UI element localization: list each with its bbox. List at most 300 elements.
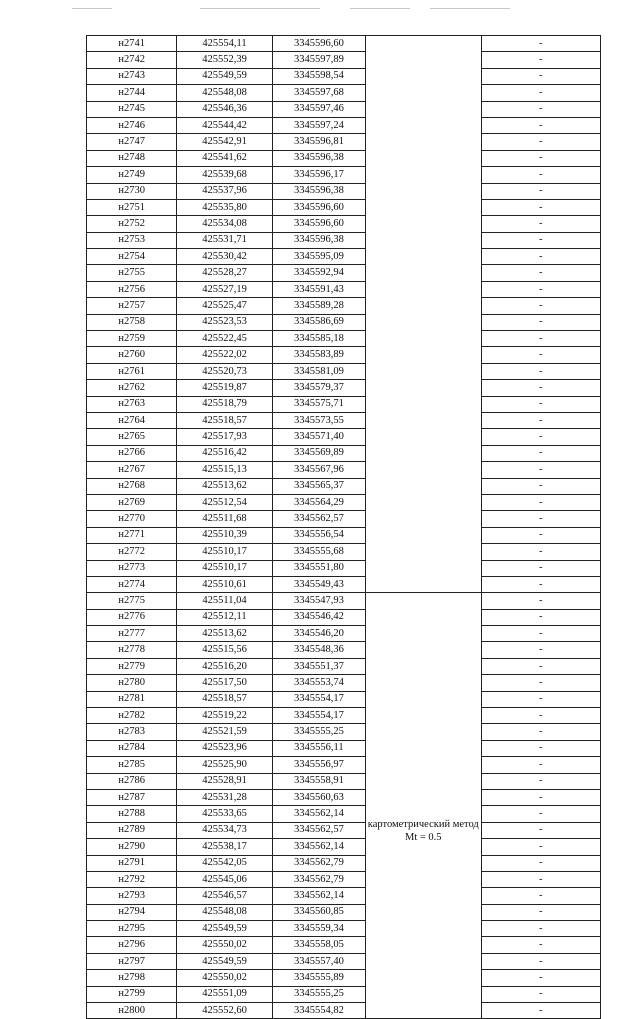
description-cell: -: [481, 871, 601, 887]
y-coordinate-cell: 3345596,38: [272, 150, 365, 166]
point-id-cell: н2780: [87, 675, 177, 691]
point-id-cell: н2773: [87, 560, 177, 576]
point-id-cell: н2797: [87, 953, 177, 969]
x-coordinate-cell: 425516,42: [177, 445, 272, 461]
table-row: [87, 101, 601, 117]
x-coordinate-cell: 425517,50: [177, 675, 272, 691]
y-coordinate-cell: 3345571,40: [272, 429, 365, 445]
x-coordinate-cell: 425527,19: [177, 281, 272, 297]
x-coordinate-cell: 425549,59: [177, 921, 272, 937]
y-coordinate-cell: 3345562,14: [272, 806, 365, 822]
y-coordinate-cell: 3345596,81: [272, 134, 365, 150]
y-coordinate-cell: 3345547,93: [272, 593, 365, 609]
description-cell: -: [481, 347, 601, 363]
y-coordinate-cell: 3345596,38: [272, 183, 365, 199]
point-id-cell: н2767: [87, 462, 177, 478]
description-cell: -: [481, 888, 601, 904]
table-row: [87, 560, 601, 576]
x-coordinate-cell: 425525,90: [177, 757, 272, 773]
table-row: [87, 445, 601, 461]
y-coordinate-cell: 3345596,60: [272, 36, 365, 52]
table-row: [87, 347, 601, 363]
point-id-cell: н2743: [87, 68, 177, 84]
point-id-cell: н2796: [87, 937, 177, 953]
description-cell: -: [481, 412, 601, 428]
y-coordinate-cell: 3345586,69: [272, 314, 365, 330]
x-coordinate-cell: 425521,59: [177, 724, 272, 740]
point-id-cell: н2746: [87, 117, 177, 133]
description-cell: -: [481, 314, 601, 330]
table-row: [87, 199, 601, 215]
table-row: [87, 265, 601, 281]
table-row: [87, 789, 601, 805]
y-coordinate-cell: 3345589,28: [272, 298, 365, 314]
description-cell: -: [481, 904, 601, 920]
description-cell: -: [481, 757, 601, 773]
table-row: [87, 691, 601, 707]
y-coordinate-cell: 3345562,14: [272, 888, 365, 904]
y-coordinate-cell: 3345596,60: [272, 216, 365, 232]
table-row: [87, 593, 601, 609]
x-coordinate-cell: 425510,39: [177, 527, 272, 543]
point-id-cell: н2777: [87, 626, 177, 642]
table-row: [87, 85, 601, 101]
y-coordinate-cell: 3345557,40: [272, 953, 365, 969]
description-cell: -: [481, 462, 601, 478]
point-id-cell: н2790: [87, 839, 177, 855]
y-coordinate-cell: 3345597,24: [272, 117, 365, 133]
description-cell: -: [481, 806, 601, 822]
table-row: [87, 806, 601, 822]
table-row: [87, 544, 601, 560]
table-row: [87, 773, 601, 789]
table-row: [87, 380, 601, 396]
x-coordinate-cell: 425549,59: [177, 68, 272, 84]
y-coordinate-cell: 3345562,14: [272, 839, 365, 855]
y-coordinate-cell: 3345554,17: [272, 708, 365, 724]
point-id-cell: н2785: [87, 757, 177, 773]
y-coordinate-cell: 3345562,79: [272, 871, 365, 887]
point-id-cell: н2745: [87, 101, 177, 117]
point-id-cell: н2742: [87, 52, 177, 68]
point-id-cell: н2787: [87, 789, 177, 805]
table-row: [87, 527, 601, 543]
point-id-cell: н2772: [87, 544, 177, 560]
x-coordinate-cell: 425545,06: [177, 871, 272, 887]
x-coordinate-cell: 425512,11: [177, 609, 272, 625]
description-cell: -: [481, 560, 601, 576]
table-row: [87, 134, 601, 150]
coordinates-table-sheet: [86, 35, 601, 1019]
x-coordinate-cell: 425539,68: [177, 167, 272, 183]
y-coordinate-cell: 3345554,17: [272, 691, 365, 707]
point-id-cell: н2760: [87, 347, 177, 363]
description-cell: -: [481, 937, 601, 953]
y-coordinate-cell: 3345556,11: [272, 740, 365, 756]
point-id-cell: н2782: [87, 708, 177, 724]
point-id-cell: н2754: [87, 249, 177, 265]
x-coordinate-cell: 425541,62: [177, 150, 272, 166]
x-coordinate-cell: 425523,53: [177, 314, 272, 330]
y-coordinate-cell: 3345595,09: [272, 249, 365, 265]
description-cell: -: [481, 331, 601, 347]
point-id-cell: н2758: [87, 314, 177, 330]
table-row: [87, 429, 601, 445]
table-row: [87, 117, 601, 133]
table-row: [87, 298, 601, 314]
point-id-cell: н2744: [87, 85, 177, 101]
point-id-cell: н2766: [87, 445, 177, 461]
y-coordinate-cell: 3345562,79: [272, 855, 365, 871]
table-row: [87, 855, 601, 871]
point-id-cell: н2751: [87, 199, 177, 215]
description-cell: -: [481, 445, 601, 461]
y-coordinate-cell: 3345555,89: [272, 970, 365, 986]
point-id-cell: н2756: [87, 281, 177, 297]
y-coordinate-cell: 3345597,68: [272, 85, 365, 101]
point-id-cell: н2774: [87, 576, 177, 592]
x-coordinate-cell: 425517,93: [177, 429, 272, 445]
table-row: [87, 970, 601, 986]
table-row: [87, 249, 601, 265]
x-coordinate-cell: 425552,39: [177, 52, 272, 68]
table-row: [87, 232, 601, 248]
point-id-cell: н2730: [87, 183, 177, 199]
x-coordinate-cell: 425518,57: [177, 412, 272, 428]
y-coordinate-cell: 3345597,89: [272, 52, 365, 68]
y-coordinate-cell: 3345556,97: [272, 757, 365, 773]
x-coordinate-cell: 425544,42: [177, 117, 272, 133]
x-coordinate-cell: 425531,71: [177, 232, 272, 248]
table-row: [87, 626, 601, 642]
y-coordinate-cell: 3345555,68: [272, 544, 365, 560]
y-coordinate-cell: 3345569,89: [272, 445, 365, 461]
point-id-cell: н2799: [87, 986, 177, 1002]
x-coordinate-cell: 425546,57: [177, 888, 272, 904]
point-id-cell: н2800: [87, 1003, 177, 1019]
description-cell: -: [481, 134, 601, 150]
x-coordinate-cell: 425515,13: [177, 462, 272, 478]
x-coordinate-cell: 425534,73: [177, 822, 272, 838]
table-row: [87, 462, 601, 478]
table-row: [87, 1003, 601, 1019]
point-id-cell: н2775: [87, 593, 177, 609]
y-coordinate-cell: 3345596,17: [272, 167, 365, 183]
point-id-cell: н2753: [87, 232, 177, 248]
description-cell: -: [481, 773, 601, 789]
y-coordinate-cell: 3345591,43: [272, 281, 365, 297]
description-cell: -: [481, 986, 601, 1002]
point-id-cell: н2769: [87, 494, 177, 510]
point-id-cell: н2761: [87, 363, 177, 379]
y-coordinate-cell: 3345564,29: [272, 494, 365, 510]
table-row: [87, 216, 601, 232]
table-row: [87, 68, 601, 84]
method-cell: картометрический метод Mt = 0.5: [366, 593, 481, 1019]
x-coordinate-cell: 425515,56: [177, 642, 272, 658]
x-coordinate-cell: 425512,54: [177, 494, 272, 510]
description-cell: -: [481, 527, 601, 543]
x-coordinate-cell: 425554,11: [177, 36, 272, 52]
table-row: [87, 511, 601, 527]
y-coordinate-cell: 3345551,80: [272, 560, 365, 576]
x-coordinate-cell: 425510,61: [177, 576, 272, 592]
point-id-cell: н2770: [87, 511, 177, 527]
description-cell: -: [481, 921, 601, 937]
description-cell: -: [481, 52, 601, 68]
y-coordinate-cell: 3345598,54: [272, 68, 365, 84]
description-cell: -: [481, 85, 601, 101]
table-row: [87, 331, 601, 347]
description-cell: -: [481, 117, 601, 133]
y-coordinate-cell: 3345581,09: [272, 363, 365, 379]
y-coordinate-cell: 3345551,37: [272, 658, 365, 674]
x-coordinate-cell: 425533,65: [177, 806, 272, 822]
table-row: [87, 478, 601, 494]
description-cell: -: [481, 740, 601, 756]
description-cell: -: [481, 363, 601, 379]
table-row: [87, 183, 601, 199]
x-coordinate-cell: 425548,08: [177, 904, 272, 920]
description-cell: -: [481, 298, 601, 314]
x-coordinate-cell: 425511,04: [177, 593, 272, 609]
point-id-cell: н2759: [87, 331, 177, 347]
point-id-cell: н2794: [87, 904, 177, 920]
description-cell: -: [481, 576, 601, 592]
description-cell: -: [481, 511, 601, 527]
point-id-cell: н2752: [87, 216, 177, 232]
point-id-cell: н2786: [87, 773, 177, 789]
y-coordinate-cell: 3345555,25: [272, 724, 365, 740]
table-row: [87, 757, 601, 773]
x-coordinate-cell: 425550,02: [177, 970, 272, 986]
point-id-cell: н2798: [87, 970, 177, 986]
table-row: [87, 953, 601, 969]
description-cell: -: [481, 544, 601, 560]
description-cell: -: [481, 199, 601, 215]
table-row: [87, 52, 601, 68]
table-row: [87, 363, 601, 379]
description-cell: -: [481, 593, 601, 609]
point-id-cell: н2781: [87, 691, 177, 707]
description-cell: -: [481, 724, 601, 740]
table-row: [87, 576, 601, 592]
x-coordinate-cell: 425522,45: [177, 331, 272, 347]
y-coordinate-cell: 3345596,60: [272, 199, 365, 215]
description-cell: -: [481, 167, 601, 183]
description-cell: -: [481, 839, 601, 855]
x-coordinate-cell: 425549,59: [177, 953, 272, 969]
x-coordinate-cell: 425552,60: [177, 1003, 272, 1019]
point-id-cell: н2795: [87, 921, 177, 937]
y-coordinate-cell: 3345567,96: [272, 462, 365, 478]
y-coordinate-cell: 3345583,89: [272, 347, 365, 363]
description-cell: -: [481, 855, 601, 871]
x-coordinate-cell: 425522,02: [177, 347, 272, 363]
x-coordinate-cell: 425551,09: [177, 986, 272, 1002]
description-cell: -: [481, 249, 601, 265]
table-row: [87, 708, 601, 724]
x-coordinate-cell: 425519,22: [177, 708, 272, 724]
point-id-cell: н2784: [87, 740, 177, 756]
y-coordinate-cell: 3345548,36: [272, 642, 365, 658]
point-id-cell: н2757: [87, 298, 177, 314]
x-coordinate-cell: 425534,08: [177, 216, 272, 232]
x-coordinate-cell: 425518,57: [177, 691, 272, 707]
table-row: [87, 314, 601, 330]
table-row: [87, 494, 601, 510]
x-coordinate-cell: 425530,42: [177, 249, 272, 265]
x-coordinate-cell: 425528,91: [177, 773, 272, 789]
table-row: [87, 921, 601, 937]
y-coordinate-cell: 3345558,05: [272, 937, 365, 953]
x-coordinate-cell: 425513,62: [177, 478, 272, 494]
x-coordinate-cell: 425537,96: [177, 183, 272, 199]
point-id-cell: н2792: [87, 871, 177, 887]
table-row: [87, 740, 601, 756]
point-id-cell: н2778: [87, 642, 177, 658]
scan-header-marks: [0, 8, 640, 12]
y-coordinate-cell: 3345565,37: [272, 478, 365, 494]
table-row: [87, 871, 601, 887]
table-row: [87, 822, 601, 838]
x-coordinate-cell: 425548,08: [177, 85, 272, 101]
point-id-cell: н2764: [87, 412, 177, 428]
y-coordinate-cell: 3345597,46: [272, 101, 365, 117]
y-coordinate-cell: 3345579,37: [272, 380, 365, 396]
table-row: [87, 839, 601, 855]
table-row: [87, 396, 601, 412]
description-cell: -: [481, 626, 601, 642]
y-coordinate-cell: 3345558,91: [272, 773, 365, 789]
point-id-cell: н2768: [87, 478, 177, 494]
x-coordinate-cell: 425519,87: [177, 380, 272, 396]
table-row: [87, 609, 601, 625]
description-cell: -: [481, 970, 601, 986]
point-id-cell: н2783: [87, 724, 177, 740]
description-cell: -: [481, 216, 601, 232]
description-cell: -: [481, 36, 601, 52]
point-id-cell: н2765: [87, 429, 177, 445]
table-row: [87, 986, 601, 1002]
description-cell: -: [481, 478, 601, 494]
table-row: [87, 167, 601, 183]
x-coordinate-cell: 425513,62: [177, 626, 272, 642]
x-coordinate-cell: 425511,68: [177, 511, 272, 527]
table-row: [87, 888, 601, 904]
y-coordinate-cell: 3345575,71: [272, 396, 365, 412]
x-coordinate-cell: 425510,17: [177, 560, 272, 576]
description-cell: -: [481, 101, 601, 117]
point-id-cell: н2748: [87, 150, 177, 166]
x-coordinate-cell: 425525,47: [177, 298, 272, 314]
y-coordinate-cell: 3345559,34: [272, 921, 365, 937]
x-coordinate-cell: 425531,28: [177, 789, 272, 805]
y-coordinate-cell: 3345556,54: [272, 527, 365, 543]
coordinates-table: [86, 35, 601, 1019]
description-cell: -: [481, 822, 601, 838]
description-cell: -: [481, 380, 601, 396]
y-coordinate-cell: 3345585,18: [272, 331, 365, 347]
description-cell: -: [481, 281, 601, 297]
description-cell: -: [481, 429, 601, 445]
x-coordinate-cell: 425523,96: [177, 740, 272, 756]
table-row: [87, 675, 601, 691]
point-id-cell: н2771: [87, 527, 177, 543]
x-coordinate-cell: 425538,17: [177, 839, 272, 855]
description-cell: -: [481, 265, 601, 281]
point-id-cell: н2779: [87, 658, 177, 674]
description-cell: -: [481, 691, 601, 707]
x-coordinate-cell: 425510,17: [177, 544, 272, 560]
point-id-cell: н2776: [87, 609, 177, 625]
description-cell: -: [481, 183, 601, 199]
point-id-cell: н2762: [87, 380, 177, 396]
x-coordinate-cell: 425520,73: [177, 363, 272, 379]
y-coordinate-cell: 3345573,55: [272, 412, 365, 428]
description-cell: -: [481, 232, 601, 248]
description-cell: -: [481, 68, 601, 84]
x-coordinate-cell: 425535,80: [177, 199, 272, 215]
table-row: [87, 36, 601, 52]
y-coordinate-cell: 3345560,63: [272, 789, 365, 805]
table-row: [87, 658, 601, 674]
description-cell: -: [481, 658, 601, 674]
x-coordinate-cell: 425542,91: [177, 134, 272, 150]
y-coordinate-cell: 3345560,85: [272, 904, 365, 920]
point-id-cell: н2749: [87, 167, 177, 183]
description-cell: -: [481, 609, 601, 625]
point-id-cell: н2791: [87, 855, 177, 871]
y-coordinate-cell: 3345546,20: [272, 626, 365, 642]
y-coordinate-cell: 3345553,74: [272, 675, 365, 691]
x-coordinate-cell: 425546,36: [177, 101, 272, 117]
y-coordinate-cell: 3345596,38: [272, 232, 365, 248]
description-cell: -: [481, 494, 601, 510]
point-id-cell: н2763: [87, 396, 177, 412]
y-coordinate-cell: 3345555,25: [272, 986, 365, 1002]
method-cell-empty: [366, 36, 481, 593]
description-cell: -: [481, 953, 601, 969]
point-id-cell: н2793: [87, 888, 177, 904]
point-id-cell: н2741: [87, 36, 177, 52]
y-coordinate-cell: 3345592,94: [272, 265, 365, 281]
table-row: [87, 281, 601, 297]
description-cell: -: [481, 642, 601, 658]
table-row: [87, 904, 601, 920]
table-row: [87, 642, 601, 658]
description-cell: -: [481, 150, 601, 166]
description-cell: -: [481, 396, 601, 412]
y-coordinate-cell: 3345546,42: [272, 609, 365, 625]
coordinates-table-body: [87, 36, 601, 1019]
x-coordinate-cell: 425528,27: [177, 265, 272, 281]
description-cell: -: [481, 1003, 601, 1019]
y-coordinate-cell: 3345562,57: [272, 822, 365, 838]
x-coordinate-cell: 425550,02: [177, 937, 272, 953]
table-row: [87, 724, 601, 740]
description-cell: -: [481, 789, 601, 805]
point-id-cell: н2747: [87, 134, 177, 150]
x-coordinate-cell: 425542,05: [177, 855, 272, 871]
point-id-cell: н2755: [87, 265, 177, 281]
table-row: [87, 937, 601, 953]
x-coordinate-cell: 425516,20: [177, 658, 272, 674]
y-coordinate-cell: 3345549,43: [272, 576, 365, 592]
point-id-cell: н2788: [87, 806, 177, 822]
y-coordinate-cell: 3345554,82: [272, 1003, 365, 1019]
point-id-cell: н2789: [87, 822, 177, 838]
